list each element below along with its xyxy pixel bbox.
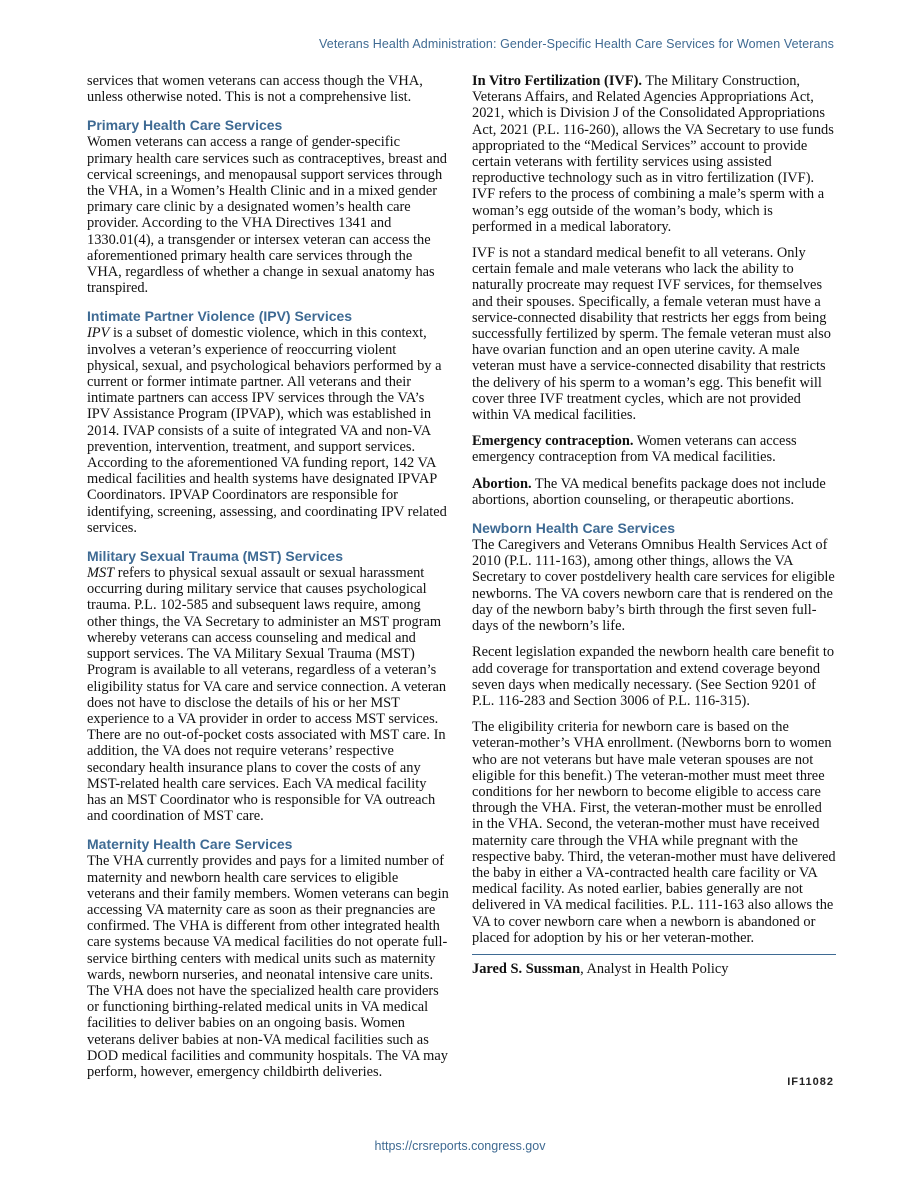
maternity-paragraph: The VHA currently provides and pays for a limited number of maternity and newborn health care services to eligible veterans and their family members. Women veterans can begin accessing VA maternity care as soon as their pregnancies are confirmed. The VHA is different from other integrated health care systems because VA medical facilities do not operate full-service birthing centers with medical units such as maternity wards, newborn nurseries, and neonatal intensive care units. The VHA does not have the specialized health care providers or functioning birthing-related medical units in VA medical facilities to deliver babies on an ongoing basis. Women veterans deliver babies at non-VA medical facilities such as DOD medical facilities and community hospitals. The VA may perform, however, emergency childbirth deliveries. bbox=[87, 853, 449, 1080]
author-name: Jared S. Sussman bbox=[472, 960, 581, 977]
product-code: IF11082 bbox=[787, 1076, 834, 1088]
ivf-lead: In Vitro Fertilization (IVF). bbox=[472, 73, 642, 89]
ivf-eligibility-paragraph: IVF is not a standard medical benefit to all veterans. Only certain female and male veterans who lack the ability to naturally procreate may request IVF services, for themselves and their spouses. Specifically, a female veteran must have a service-connected disability that restricts her eggs from being successfully fertilized by sperm. The female veteran must also have ovarian function and an open uterine cavity. A male veteran must have a service-connected disability that restricts the delivery of his sperm to a woman’s egg. This benefit will cover three IVF treatment cycles, which are not provided within VA medical facilities. bbox=[472, 245, 831, 424]
mst-heading: Military Sexual Trauma (MST) Services bbox=[87, 548, 343, 565]
newborn-paragraph-3: The eligibility criteria for newborn care is based on the veteran-mother’s VHA enrollment. (Newborns born to women who are not veterans but have male veteran spouses are not eligible for this benefit.) The veteran-mother must meet three conditions for her newborn to become eligible to access care through the VHA. First, the veteran-mother must be enrolled in the VHA. Second, the veteran-mother must have received maternity care through the VHA while pregnant with the respective baby. Third, the veteran-mother must have delivered the baby in either a VA-contracted health care facility or VA medical facility. As noted earlier, babies generally are not delivered in VA medical facilities. P.L. 111-163 also allows the VA to cover newborn care when a newborn is abandoned or placed for adoption by his or her veteran-mother. bbox=[472, 719, 836, 946]
mst-term: MST bbox=[87, 565, 115, 582]
ipv-paragraph bbox=[87, 325, 449, 536]
abortion-paragraph bbox=[472, 476, 836, 508]
author-block bbox=[472, 954, 836, 977]
primary-care-paragraph: Women veterans can access a range of gender-specific primary health care services such as contraceptives, breast and cervical screenings, and menopausal support services through the VHA, in a Women’s Health Clinic and in a mixed gender primary care clinic by a designated women’s health care provider. According to the VHA Directives 1341 and 1330.01(4), a transgender or intersex veteran can access the aforementioned primary health care services through the VHA, regardless of whether a change in sexual anatomy has transpired. bbox=[87, 134, 448, 297]
ipv-term: IPV bbox=[87, 325, 110, 342]
ivf-paragraph bbox=[472, 73, 836, 235]
emergency-lead: Emergency contraception. bbox=[472, 433, 634, 450]
emergency-contraception-paragraph bbox=[472, 433, 836, 465]
newborn-heading: Newborn Health Care Services bbox=[472, 520, 676, 537]
right-column bbox=[472, 73, 836, 977]
author-title: , Analyst in Health Policy bbox=[580, 960, 729, 977]
footer-url[interactable]: https://crsreports.congress.gov bbox=[374, 1139, 546, 1153]
abortion-body: The VA medical benefits package does not include abortions, abortion counseling, or therapeutic abortions. bbox=[472, 475, 826, 508]
ipv-body: is a subset of domestic violence, which in this context, involves a veteran’s experience of reoccurring violent physical, sexual, and psychological behaviors performed by a current or former intimate partner. All veterans and their intimate partners can access IPV services through the VA’s IPV Assistance Program (IPVAP), which was established in 2014. IVAP consists of a suite of integrated VA and non-VA prevention, intervention, treatment, and support services. According to the aforementioned VA funding report, 142 VA medical facilities and health systems have designated IPVAP Coordinators. IPVAP Coordinators are responsible for identifying, screening, assessing, and coordinating IPV related services. bbox=[87, 325, 447, 536]
running-header: Veterans Health Administration: Gender-Specific Health Care Services for Women Veterans bbox=[319, 37, 834, 51]
intro-paragraph: services that women veterans can access though the VHA, unless otherwise noted. This is not a comprehensive list. bbox=[87, 73, 423, 106]
emergency-body: Women veterans can access emergency contraception from VA medical facilities. bbox=[472, 433, 797, 466]
newborn-paragraph-2: Recent legislation expanded the newborn health care benefit to add coverage for transportation and extend coverage beyond seven days when medically necessary. (See Section 9201 of P.L. 116-283 and Section 3006 of P.L. 116-315). bbox=[472, 644, 835, 709]
ivf-body: The Military Construction, Veterans Affairs, and Related Agencies Appropriations Act, 2021, which is Division J of the Consolidated Appropriations Act, 2021 (P.L. 116-260), allows the VA Secretary to use funds appropriated to the “Medical Services” account to provide certain veterans with fertility services using assisted reproductive technology such as in vitro fertilization (IVF). IVF refers to the process of combining a male’s sperm with a woman’s egg outside of the woman’s body, which is performed in a medical laboratory. bbox=[472, 73, 834, 235]
left-column bbox=[87, 73, 449, 1080]
newborn-paragraph-1: The Caregivers and Veterans Omnibus Health Services Act of 2010 (P.L. 111-163), among other things, allows the VA Secretary to cover postdelivery health care services for eligible newborns. The VA covers newborn care that is rendered on the day of the newborn baby’s birth through the first seven full-days of the newborn’s life. bbox=[472, 537, 835, 635]
mst-body: refers to physical sexual assault or sexual harassment occurring during military service that causes psychological trauma. P.L. 102-585 and subsequent laws require, among other things, the VA Secretary to administer an MST program whereby veterans can access counseling and medical and support services. The VA Military Sexual Trauma (MST) Program is available to all veterans, regardless of a veteran’s eligibility status for VA care and service connection. A veteran does not have to disclose the details of his or her MST experience to a VA provider in order to access MST services. There are no out-of-pocket costs associated with MST care. In addition, the VA does not require veterans’ respective secondary health insurance plans to cover the costs of any MST-related health care services. Each VA medical facility has an MST Coordinator who is responsible for VA outreach and coordination of MST care. bbox=[87, 565, 447, 825]
maternity-heading: Maternity Health Care Services bbox=[87, 836, 293, 853]
primary-care-heading: Primary Health Care Services bbox=[87, 117, 283, 134]
ipv-heading: Intimate Partner Violence (IPV) Services bbox=[87, 308, 353, 325]
abortion-lead: Abortion. bbox=[472, 475, 532, 492]
mst-paragraph bbox=[87, 565, 449, 824]
